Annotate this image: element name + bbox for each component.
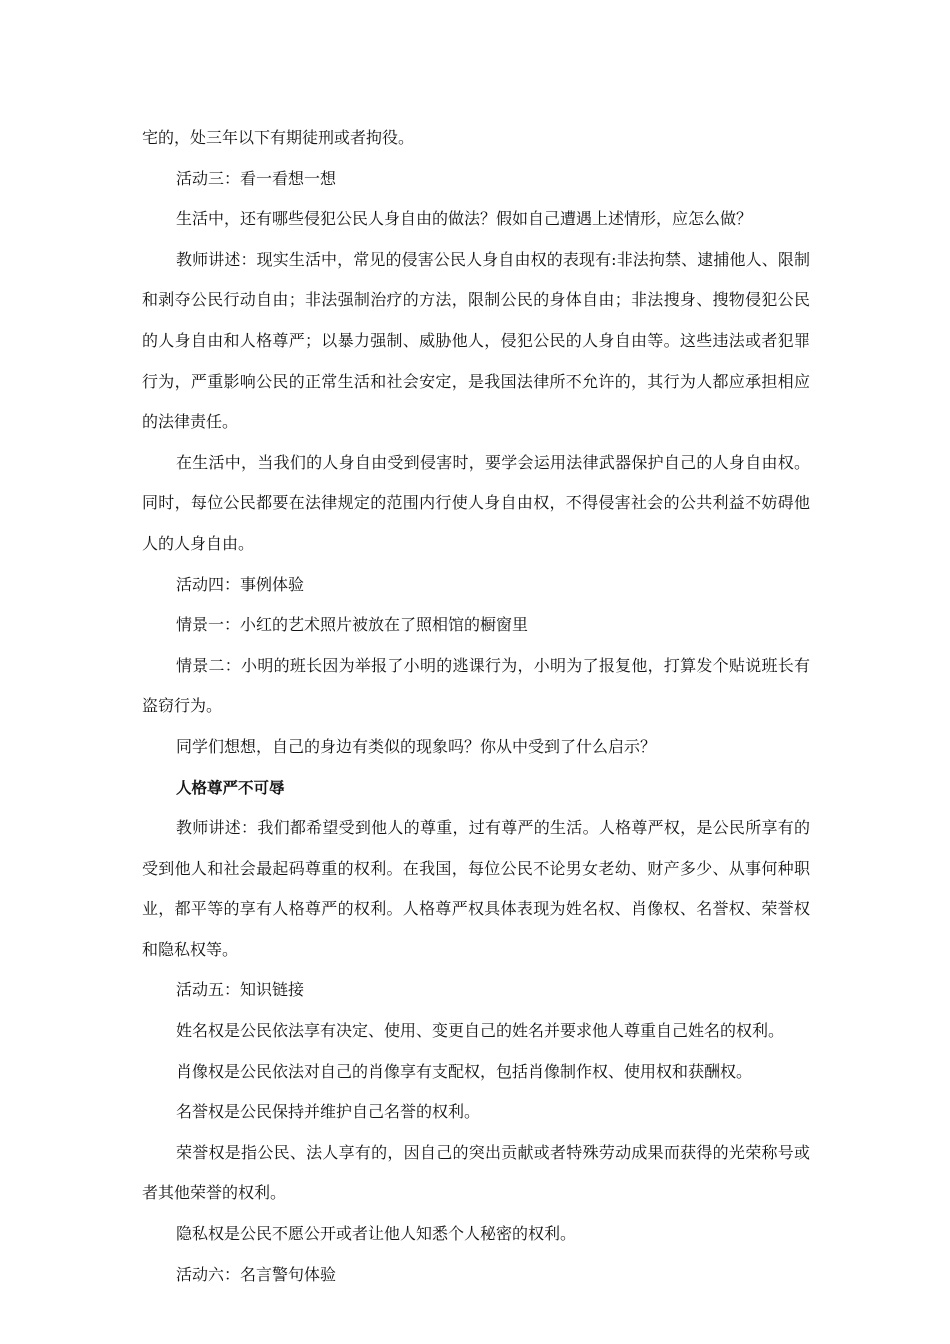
paragraph-5: 在生活中，当我们的人身自由受到侵害时，要学会运用法律武器保护自己的人身自由权。同时，每位公民都要在法律规定的范围内行使人身自由权，不得侵害社会的公共利益不妨碍他人的人身自由。 bbox=[142, 452, 810, 553]
paragraph-3: 生活中，还有哪些侵犯公民人身自由的做法？假如自己遭遇上述情形，应怎么做？ bbox=[176, 209, 753, 229]
portrait-right-definition: 肖像权是公民依法对自己的肖像享有支配权，包括肖像制作权、使用权和获酬权。 bbox=[176, 1061, 753, 1081]
honor-right-definition: 荣誉权是指公民、法人享有的，因自己的突出贡献或者特殊劳动成果而获得的光荣称号或者其他荣誉的权利。 bbox=[142, 1142, 810, 1203]
scenario-2: 情景二：小明的班长因为举报了小明的逃课行为，小明为了报复他，打算发个贴说班长有盗窃行为。 bbox=[142, 655, 810, 716]
paragraph-4: 教师讲述：现实生活中，常见的侵害公民人身自由权的表现有:非法拘禁、逮捕他人、限制和剥夺公民行动自由；非法强制治疗的方法，限制公民的身体自由；非法搜身、搜物侵犯公民的人身自由和人格尊严；以暴力强制、威胁他人，侵犯公民的人身自由等。这些违法或者犯罪行为，严重影响公民的正常生活和社会安定，是我国法律所不允许的，其行为人都应承担相应的法律责任。 bbox=[142, 249, 810, 432]
paragraph-11: 教师讲述：我们都希望受到他人的尊重，过有尊严的生活。人格尊严权，是公民所享有的受到他人和社会最起码尊重的权利。在我国，每位公民不论男女老幼、财产多少、从事何种职业，都平等的享有人格尊严的权利。人格尊严权具体表现为姓名权、肖像权、名誉权、荣誉权和隐私权等。 bbox=[142, 818, 810, 959]
document-body bbox=[142, 118, 810, 1295]
scenario-1: 情景一：小红的艺术照片被放在了照相馆的橱窗里 bbox=[176, 615, 529, 635]
paragraph-9: 同学们想想，自己的身边有类似的现象吗？你从中受到了什么启示？ bbox=[176, 736, 657, 756]
activity-3-heading: 活动三：看一看想一想 bbox=[176, 168, 337, 188]
reputation-right-definition: 名誉权是公民保持并维护自己名誉的权利。 bbox=[176, 1102, 481, 1122]
activity-6-heading: 活动六：名言警句体验 bbox=[176, 1264, 337, 1284]
section-heading: 人格尊严不可辱 bbox=[176, 778, 285, 797]
activity-4-heading: 活动四：事例体验 bbox=[176, 574, 305, 594]
paragraph-1: 宅的，处三年以下有期徒刑或者拘役。 bbox=[142, 128, 415, 147]
name-right-definition: 姓名权是公民依法享有决定、使用、变更自己的姓名并要求他人尊重自己姓名的权利。 bbox=[176, 1021, 785, 1041]
activity-5-heading: 活动五：知识链接 bbox=[176, 980, 305, 1000]
privacy-right-definition: 隐私权是公民不愿公开或者让他人知悉个人秘密的权利。 bbox=[176, 1224, 577, 1244]
